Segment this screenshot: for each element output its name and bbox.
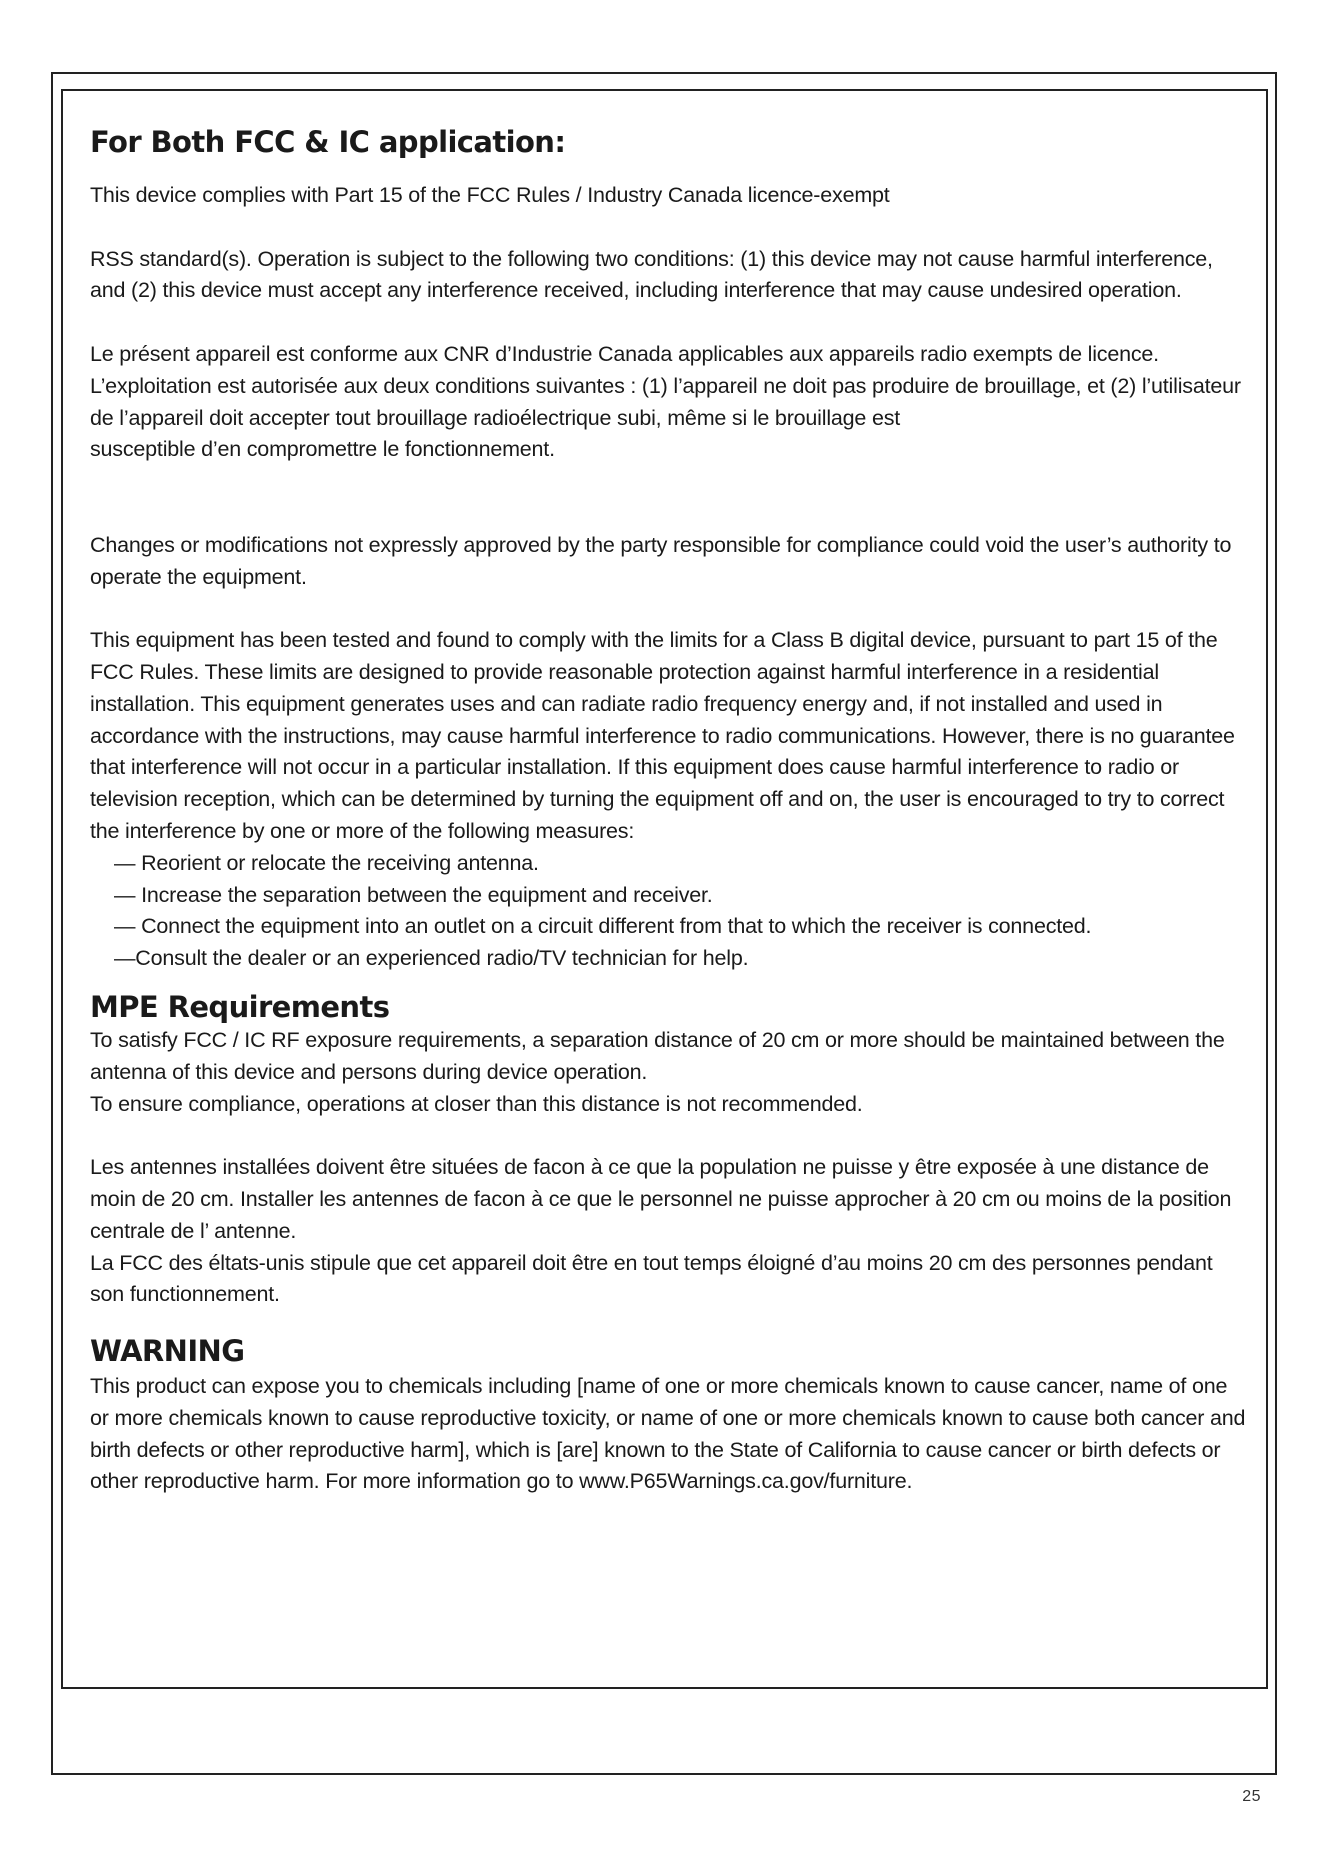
french-compliance-continuation: susceptible d’en compromettre le fonctionnement. (90, 437, 555, 462)
mpe-french-paragraph: Les antennes installées doivent être situées de facon à ce que la population ne puisse y être exposée à une distance de moin de 20 cm. Installer les antennes de facon à ce que le personnel ne puisse approcher à 20 cm ou moins de la position centrale de l’ antenne. (90, 1155, 1232, 1243)
fcc-compliance-statement: This device complies with Part 15 of the FCC Rules / Industry Canada licence-exempt (90, 183, 890, 207)
mpe-compliance-note: To ensure compliance, operations at closer than this distance is not recommended. (90, 1091, 863, 1116)
interference-measures-list (90, 848, 1250, 975)
fcc-ic-section (90, 122, 1250, 975)
measure-item: —Consult the dealer or an experienced radio/TV technician for help. (114, 946, 749, 971)
mpe-section (90, 989, 1250, 1311)
warning-heading: WARNING (90, 1334, 245, 1369)
document-content (90, 122, 1250, 1498)
fcc-ic-heading: For Both FCC & IC application: (90, 125, 566, 159)
mpe-separation-paragraph: To satisfy FCC / IC RF exposure requirements, a separation distance of 20 cm or more should be maintained between the antenna of this device and persons during device operation. (90, 1027, 1225, 1084)
mpe-heading: MPE Requirements (90, 989, 390, 1024)
measure-item: — Increase the separation between the equipment and receiver. (114, 882, 713, 907)
french-compliance-paragraph: Le présent appareil est conforme aux CNR d’Industrie Canada applicables aux appareils radio exempts de licence. L’exploitation est autorisée aux deux conditions suivantes : (1) l’appareil ne doit pas produire de brouillage, et (2) l’utilisateur de l’appareil doit accepter tout brouillage radioélectrique subi, même si le brouillage est (90, 341, 1241, 430)
rss-conditions-paragraph: RSS standard(s). Operation is subject to the following two conditions: (1) this device may not cause harmful interference, and (2) this device must accept any interference received, including interference that may cause undesired operation. (90, 246, 1213, 303)
prop65-warning-paragraph: This product can expose you to chemicals including [name of one or more chemicals known to cause cancer, name of one or more chemicals known to cause reproductive toxicity, or name of one or more chemicals known to cause both cancer and birth defects or other reproductive harm], which is [are] known to the State of California to cause cancer or birth defects or other reproductive harm. For more information go to www.P65Warnings.ca.gov/furniture. (90, 1374, 1246, 1494)
measure-item: — Connect the equipment into an outlet on a circuit different from that to which the receiver is connected. (114, 914, 1092, 939)
measure-item: — Reorient or relocate the receiving antenna. (114, 850, 539, 875)
warning-section (90, 1333, 1250, 1498)
mpe-french-note: La FCC des éltats-unis stipule que cet appareil doit être en tout temps éloigné d’au moins 20 cm des personnes pendant son functionnement. (90, 1250, 1213, 1307)
class-b-device-paragraph: This equipment has been tested and found to comply with the limits for a Class B digital device, pursuant to part 15 of the FCC Rules. These limits are designed to provide reasonable protection against harmful interference in a residential installation. This equipment generates uses and can radiate radio frequency energy and, if not installed and used in accordance with the instructions, may cause harmful interference to radio communications. However, there is no guarantee that interference will not occur in a particular installation. If this equipment does cause harmful interference to radio or television reception, which can be determined by turning the equipment off and on, the user is encouraged to try to correct the interference by one or more of the following measures: (90, 628, 1235, 843)
modifications-warning-paragraph: Changes or modifications not expressly approved by the party responsible for compliance could void the user’s authority to operate the equipment. (90, 532, 1232, 589)
page-number: 25 (1242, 1788, 1261, 1805)
